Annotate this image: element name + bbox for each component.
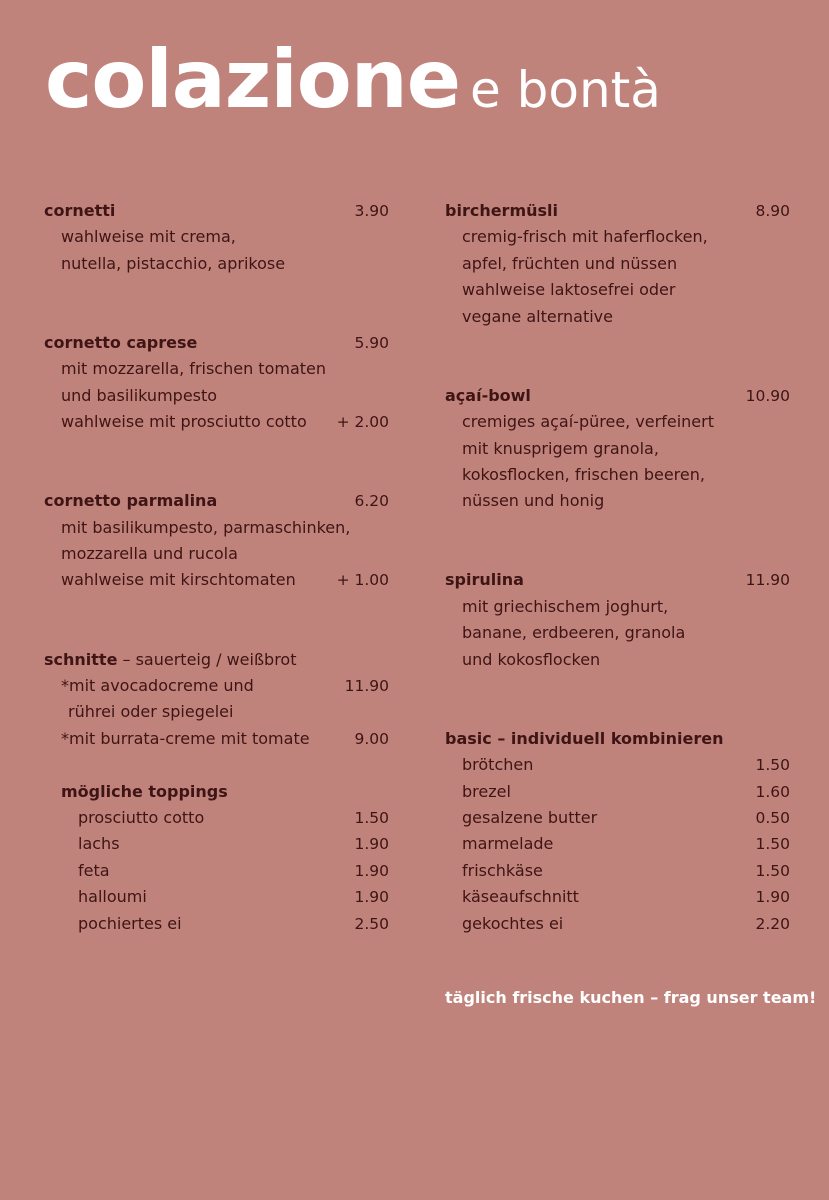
title-suffix: e bontà: [469, 61, 661, 119]
item-description: nutella, pistacchio, aprikose: [61, 253, 286, 273]
list-item: gesalzene butter 0.50: [462, 807, 790, 827]
item-description: nüssen und honig: [462, 491, 605, 511]
list-item: marmelade 1.50: [462, 834, 790, 854]
list-item: käseaufschnitt 1.90: [462, 887, 790, 907]
menu-column-left: [44, 198, 389, 937]
item-option: *mit burrata-creme mit tomate: [61, 728, 310, 748]
item-name: cornetti: [44, 201, 116, 220]
list-item: frischkäse 1.50: [462, 860, 790, 880]
footer-note: täglich frische kuchen – frag unser team!: [445, 988, 817, 1007]
item-description: cremig-frisch mit haferflocken,: [462, 227, 708, 247]
item-price: 8.90: [755, 202, 790, 220]
item-name: açaí-bowl: [445, 385, 531, 405]
item-description: mit basilikumpesto, parmaschinken,: [61, 517, 351, 537]
title-main: colazione: [45, 33, 460, 126]
list-item: brötchen 1.50: [462, 755, 790, 775]
menu-title: [45, 33, 661, 126]
option-price: 9.00: [354, 729, 389, 748]
option-price: + 1.00: [336, 571, 389, 590]
item-description: und kokosflocken: [462, 649, 601, 669]
item-description: und basilikumpesto: [61, 385, 218, 405]
menu-item-birchermuesli: [445, 198, 790, 330]
list-item: halloumi 1.90: [78, 887, 389, 907]
item-description: wahlweise mit crema,: [61, 227, 236, 247]
list-item: pochiertes ei 2.50: [78, 913, 389, 933]
basic-section: [445, 726, 790, 937]
list-item: lachs 1.90: [78, 834, 389, 854]
item-option: wahlweise mit prosciutto cotto: [61, 412, 307, 432]
menu-item-cornetto-caprese: [44, 330, 389, 436]
item-name: spirulina: [445, 570, 524, 590]
section-title: basic – individuell kombinieren: [445, 728, 724, 748]
item-name: birchermüsli: [445, 201, 558, 220]
item-price: 5.90: [354, 333, 389, 352]
item-description: mit griechischem joghurt,: [462, 596, 669, 616]
item-name: schnitte: [44, 649, 118, 669]
item-description: wahlweise laktosefrei oder: [462, 280, 676, 300]
item-subtitle: – sauerteig / weißbrot: [117, 649, 297, 669]
item-price: 10.90: [745, 386, 790, 405]
item-description: rührei oder spiegelei: [68, 702, 234, 722]
item-price: 11.90: [745, 571, 790, 590]
menu-column-right: [445, 198, 790, 937]
item-price: 6.20: [354, 492, 389, 511]
item-price: 3.90: [354, 202, 389, 220]
section-title: mögliche toppings: [61, 781, 228, 801]
menu-item-acai-bowl: [445, 383, 790, 515]
item-name: cornetto caprese: [44, 332, 198, 352]
option-price: 11.90: [344, 677, 389, 696]
item-description: apfel, früchten und nüssen: [462, 253, 678, 273]
menu-item-schnitte: [44, 647, 389, 753]
item-description: cremiges açaí-püree, verfeinert: [462, 412, 714, 432]
list-item: gekochtes ei 2.20: [462, 913, 790, 933]
list-item: brezel 1.60: [462, 781, 790, 801]
item-description: mit knusprigem granola,: [462, 438, 659, 458]
item-description: banane, erdbeeren, granola: [462, 623, 686, 643]
toppings-section: [44, 779, 389, 937]
item-description: vegane alternative: [462, 306, 613, 326]
item-description: mit mozzarella, frischen tomaten: [61, 359, 327, 379]
item-description: kokosflocken, frischen beeren,: [462, 464, 705, 484]
list-item: feta 1.90: [78, 860, 389, 880]
list-item: prosciutto cotto 1.50: [78, 807, 389, 827]
menu-item-spirulina: [445, 567, 790, 673]
item-option: *mit avocadocreme und: [61, 676, 254, 696]
menu-item-cornetti: [44, 198, 389, 277]
item-option: wahlweise mit kirschtomaten: [61, 570, 296, 590]
item-name: cornetto parmalina: [44, 491, 218, 511]
item-description: mozzarella und rucola: [61, 544, 238, 564]
option-price: + 2.00: [336, 413, 389, 432]
menu-item-cornetto-parmalina: [44, 488, 389, 594]
